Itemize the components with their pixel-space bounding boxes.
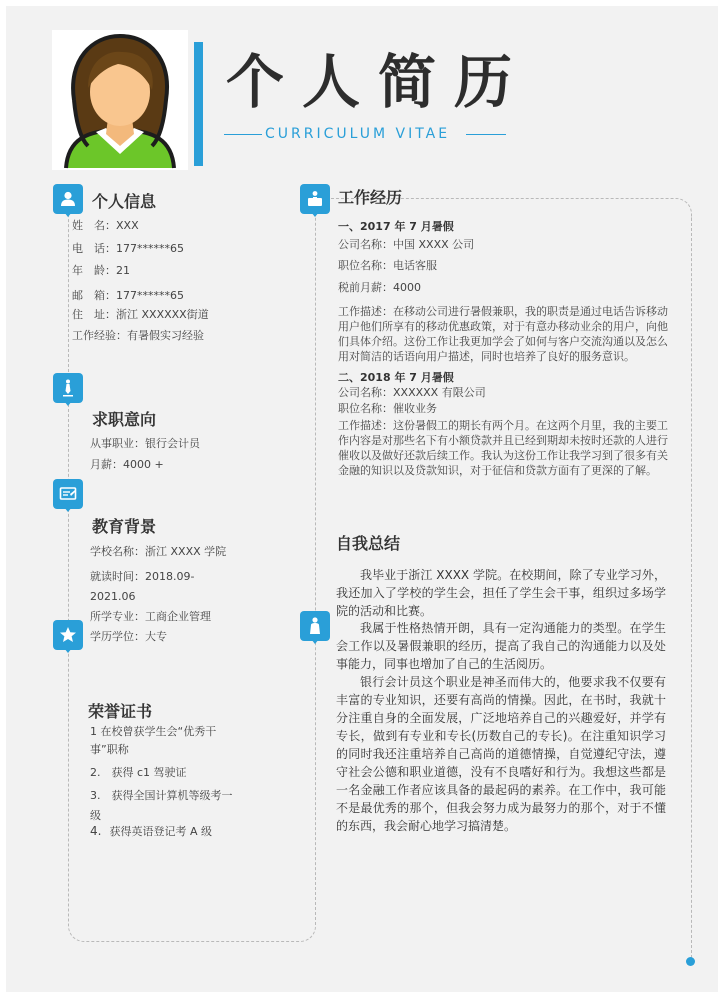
honors-badge <box>53 620 83 650</box>
work-title: 工作经历 <box>338 188 403 207</box>
info-row-phone: 电 话：177******65 <box>72 242 184 255</box>
info-row-address: 住 址：浙江 XXXXXX街道 <box>72 308 209 321</box>
intention-job: 从事职业：银行会计员 <box>90 437 200 450</box>
honor-item-4-text: 获得英语登记考 A 级 <box>109 825 212 838</box>
personal-info-badge <box>53 184 83 214</box>
briefcase-person-icon <box>305 189 325 209</box>
info-row-age: 年 龄：21 <box>72 264 130 277</box>
honor-item-4 <box>90 824 212 839</box>
intention-title: 求职意向 <box>92 410 157 429</box>
job2-company: 公司名称：XXXXXX 有限公司 <box>338 386 486 399</box>
job1-salary: 税前月薪：4000 <box>338 281 421 294</box>
info-row-experience: 工作经验：有暑假实习经验 <box>72 329 204 342</box>
work-badge <box>300 184 330 214</box>
honors-title: 荣誉证书 <box>88 702 153 721</box>
avatar <box>52 30 188 170</box>
job2-description: 工作描述：这份暑假工的期长有两个月。在这两个月里，我的主要工作内容是对那些名下有小额贷款并且已经到期却未按时还款的人进行催收以及做好还款后续工作。我认为这份工作让我学习到了很多有关金融的知识以及贷款知识，对于征信和贷款方面有了更深的了解。 <box>338 419 668 477</box>
education-degree: 学历学位：大专 <box>90 630 167 643</box>
job1-company: 公司名称：中国 XXXX 公司 <box>338 238 475 251</box>
intention-badge <box>53 373 83 403</box>
summary-title: 自我总结 <box>336 534 401 553</box>
avatar-illustration <box>52 30 188 170</box>
education-time: 就读时间：2018.09- <box>90 570 195 583</box>
honor-item-3: 3. 获得全国计算机等级考一 <box>90 789 233 802</box>
honor-item-1: 1 在校曾获学生会“优秀干 <box>90 725 217 738</box>
honor-item-2: 2. 获得 c1 驾驶证 <box>90 766 187 779</box>
honor-item-3-cont: 级 <box>90 809 101 822</box>
education-school: 学校名称：浙江 XXXX 学院 <box>90 545 227 558</box>
job1-position: 职位名称：电话客服 <box>338 259 437 272</box>
personal-info-title: 个人信息 <box>92 192 157 211</box>
subtitle-line-right <box>466 134 506 135</box>
summary-badge <box>300 611 330 641</box>
right-column-frame-side <box>691 218 692 958</box>
user-icon <box>58 189 78 209</box>
honor-item-4-number: 4. <box>90 824 102 838</box>
intention-salary: 月薪：4000 + <box>90 458 164 471</box>
honor-item-1-cont: 事”职称 <box>90 743 129 756</box>
info-row-email: 邮 箱：177******65 <box>72 289 184 302</box>
summary-paragraph-3: 银行会计员这个职业是神圣而伟大的，他要求我不仅要有丰富的专业知识，还要有高尚的情操。因此，在书时，我就十分注重自身的全面发展，广泛地培养自己的兴趣爱好，并学有专长，做到有专业和专长(历数自己的专长)。在注重知识学习的同时我还注重培养自己高尚的道德情操，自觉遵纪守法，遵守社会公德和职业道德，没有不良嗜好和行为。我想这些都是一名金融工作者应该具备的最起码的素养。在工作中，我可能不是最优秀的那个，但我会努力成为最努力的那个，对于不懂的东西，我会耐心地学习搞清楚。 <box>336 675 666 833</box>
education-time-end: 2021.06 <box>90 590 136 603</box>
education-title: 教育背景 <box>92 517 157 536</box>
summary-paragraph-2: 我属于性格热情开朗，具有一定沟通能力的类型。在学生会工作以及暑假兼职的经历，提高了我自己的沟通能力以及处事能力，同事也增加了自己的生活阅历。 <box>336 621 666 671</box>
page-subtitle: CURRICULUM VITAE <box>265 126 451 142</box>
page-title: 个人简历 <box>226 48 531 116</box>
certificate-icon <box>58 484 78 504</box>
info-row-name: 姓 名：XXX <box>72 219 139 232</box>
education-major: 所学专业：工商企业管理 <box>90 610 211 623</box>
person-icon <box>305 616 325 636</box>
education-badge <box>53 479 83 509</box>
summary-paragraph-1: 我毕业于浙江 XXXX 学院。在校期间，除了专业学习外，我还加入了学校的学生会，担任了学生会干事，组织过多场学院的活动和比赛。 <box>336 568 666 618</box>
job1-description: 工作描述：在移动公司进行暑假兼职，我的职责是通过电话告诉移动用户他们所享有的移动优惠政策，对于有意办移动业余的用户，向他们具体介绍。这份工作让我更加学会了如何与客户交流沟通以及怎么用对简洁的话语向用户描述，同时也培养了良好的服务意识。 <box>338 305 668 363</box>
job2-heading: 二、2018 年 7 月暑假 <box>338 371 454 384</box>
timeline-end-dot <box>686 957 695 966</box>
tie-icon <box>58 378 78 398</box>
job2-position: 职位名称：催收业务 <box>338 402 437 415</box>
subtitle-line-left <box>224 134 262 135</box>
job1-heading: 一、2017 年 7 月暑假 <box>338 220 454 233</box>
title-accent-bar <box>194 42 203 166</box>
resume-page <box>6 6 718 992</box>
star-icon <box>58 625 78 645</box>
